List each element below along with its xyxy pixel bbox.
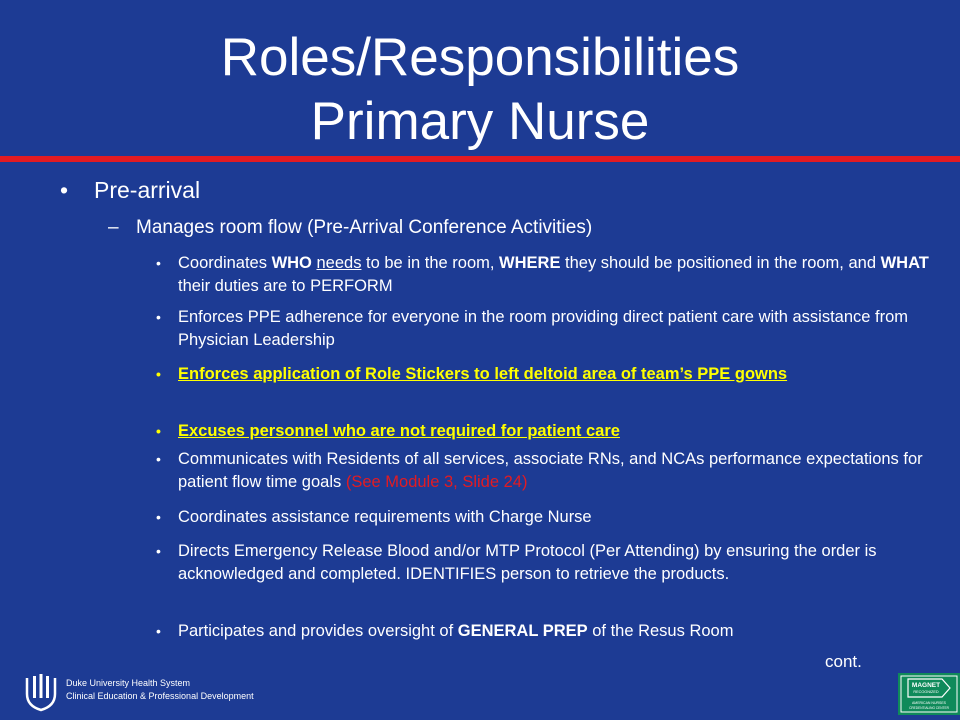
magnet-text: AMERICAN NURSES bbox=[911, 701, 947, 705]
item-text: Enforces application of Role Stickers to left deltoid area of team’s PPE gowns bbox=[178, 365, 788, 383]
item-text: Excuses personnel who are not required for patient care bbox=[178, 422, 620, 440]
item-text: Coordinates assistance requirements with Charge Nurse bbox=[178, 508, 592, 526]
continued-label: cont. bbox=[825, 652, 862, 671]
footer bbox=[66, 677, 254, 703]
footer-line-2: Clinical Education & Professional Development bbox=[66, 691, 254, 701]
magnet-badge-graphic bbox=[898, 673, 960, 715]
footer-line-1: Duke University Health System bbox=[66, 678, 191, 688]
item-text: Communicates with Residents of all services, associate RNs, and NCAs performance expectations for patient flow time goals (See Module 3, Slide 24) bbox=[178, 450, 923, 491]
bullet-icon: • bbox=[60, 177, 69, 203]
magnet-text: CREDENTIALING CENTER bbox=[909, 706, 949, 710]
magnet-text: MAGNET bbox=[911, 682, 941, 689]
item-text: Enforces PPE adherence for everyone in the room providing direct patient care with assistance from Physician Leadership bbox=[178, 308, 909, 349]
title-line-2: Primary Nurse bbox=[310, 92, 650, 151]
dash-icon: – bbox=[108, 217, 119, 238]
bullet-icon: • bbox=[156, 451, 161, 467]
bullet-icon: • bbox=[156, 423, 161, 439]
title-line-1: Roles/Responsibilities bbox=[220, 28, 740, 87]
level2-text: Manages room flow (Pre-Arrival Conference Activities) bbox=[136, 217, 593, 238]
title-divider bbox=[0, 156, 960, 162]
item-text: Directs Emergency Release Blood and/or MTP Protocol (Per Attending) by ensuring the order is acknowledged and completed. IDENTIFIES person to retrieve the products. bbox=[178, 542, 877, 583]
bullet-icon: • bbox=[156, 623, 161, 639]
bullet-icon: • bbox=[156, 309, 161, 325]
bullet-icon: • bbox=[156, 366, 161, 382]
magnet-recognized-badge bbox=[898, 673, 960, 715]
slide-title bbox=[0, 26, 960, 154]
duke-logo-icon bbox=[24, 672, 58, 712]
bullet-icon: • bbox=[156, 509, 161, 525]
level1-text: Pre-arrival bbox=[94, 177, 201, 203]
magnet-text: RECOGNIZED bbox=[913, 690, 939, 694]
module-reference: (See Module 3, Slide 24) bbox=[345, 473, 528, 491]
item-text: Coordinates WHO needs to be in the room, WHERE they should be positioned in the room, and WHAT their duties are to PERFORM bbox=[178, 254, 929, 295]
bullet-icon: • bbox=[156, 255, 161, 271]
item-text: Participates and provides oversight of GENERAL PREP of the Resus Room bbox=[178, 622, 734, 640]
bullet-icon: • bbox=[156, 543, 161, 559]
